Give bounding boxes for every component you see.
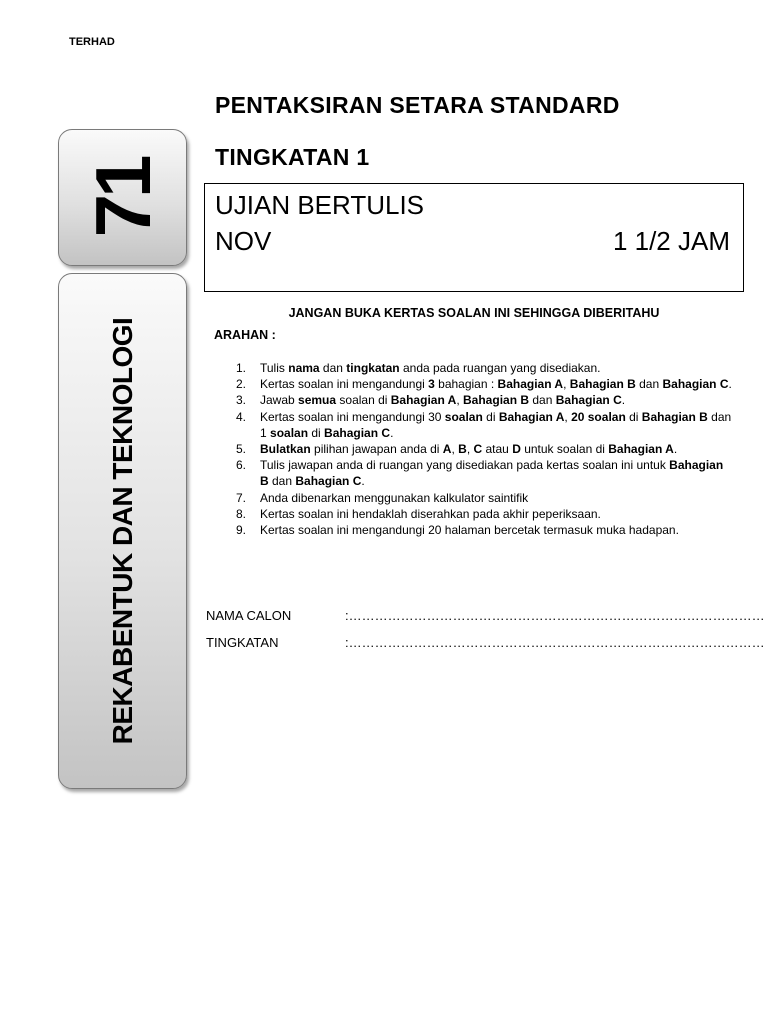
instruction-text: , [456,393,464,408]
instruction-item [236,522,732,538]
exam-title: PENTAKSIRAN SETARA STANDARD [215,92,620,118]
instruction-emphasis: 20 soalan [571,409,626,424]
instruction-emphasis: D [512,442,521,457]
instruction-text: anda pada ruangan yang disediakan. [399,361,601,375]
instruction-item [236,392,732,408]
instruction-item [236,490,732,506]
candidate-form-field[interactable]: :…………………………………………………………………………………… [345,635,765,650]
candidate-name-label: NAMA CALON [206,608,292,623]
instructions-list [236,360,732,538]
instruction-emphasis: soalan [270,425,309,440]
paper-code: 71 [78,158,167,237]
instruction-item [236,409,732,441]
instruction-text: dan [529,393,556,408]
instruction-emphasis: Bahagian C [324,425,391,440]
candidate-name-field[interactable]: :…………………………………………………………………………………… [345,608,765,623]
instruction-item [236,441,732,457]
instruction-text: . [728,377,732,392]
instruction-emphasis: Bahagian B [463,393,530,408]
instruction-number: 4. [236,409,247,424]
candidate-form-label: TINGKATAN [206,635,279,650]
instruction-text: soalan di [336,393,391,408]
instruction-item [236,457,732,489]
instruction-text: dan [635,377,663,392]
instruction-text: di [308,425,325,440]
classification-label: TERHAD [69,36,115,48]
instruction-item [236,376,732,392]
instruction-text: Kertas soalan ini hendaklah diserahkan pada akhir peperiksaan. [260,506,601,521]
instruction-emphasis: nama [288,361,320,375]
subject-name: REKABENTUK DAN TEKNOLOGI [106,317,138,745]
instruction-emphasis: Bahagian B [641,409,708,424]
instruction-text: Kertas soalan ini mengandungi [260,377,429,392]
subject-tab [58,273,187,789]
instruction-emphasis: 3 [428,377,435,392]
instruction-text: pilihan jawapan anda di [310,442,443,457]
instruction-number: 8. [236,506,247,521]
instruction-text: atau [482,442,513,457]
instruction-number: 6. [236,458,247,473]
exam-info-box [204,183,744,292]
instruction-emphasis: semua [298,393,337,408]
exam-type: UJIAN BERTULIS [215,190,425,220]
do-not-open-warning: JANGAN BUKA KERTAS SOALAN INI SEHINGGA DIBERITAHU [288,306,660,320]
instruction-emphasis: Bahagian B [260,458,724,489]
instruction-text: Kertas soalan ini mengandungi 30 [260,409,445,424]
instruction-number: 3. [236,393,247,408]
instruction-text: Anda dibenarkan menggunakan kalkulator saintifik [260,490,529,505]
instruction-text: dan [268,474,296,489]
instruction-emphasis: Bahagian C [662,377,729,392]
instruction-text: , [451,442,459,457]
instruction-emphasis: tingkatan [346,361,400,375]
instruction-text: Kertas soalan ini mengandungi 20 halaman bercetak termasuk muka hadapan. [260,523,679,538]
instruction-text: , [563,377,570,392]
instruction-emphasis: Bahagian A [390,393,457,408]
instruction-emphasis: Bahagian A [498,409,565,424]
paper-code-tab [58,129,187,266]
instruction-emphasis: C [473,442,483,457]
instruction-item [236,506,732,522]
instruction-text: Jawab [260,393,299,408]
instruction-text: dan 1 [260,409,732,440]
instruction-emphasis: A [442,442,452,457]
instruction-text: untuk soalan di [520,442,609,457]
exam-duration: 1 1/2 JAM [612,226,730,256]
instruction-emphasis: B [458,442,467,457]
instruction-text: Tulis jawapan anda di ruangan yang disediakan pada kertas soalan ini untuk [260,458,670,473]
instruction-number: 7. [236,490,247,505]
instruction-text: , [564,409,572,424]
instruction-text: Tulis [260,361,289,375]
instruction-text: bahagian : [434,377,498,392]
form-level-title: TINGKATAN 1 [215,144,370,170]
instruction-text: . [621,393,626,408]
instruction-text: di [482,409,499,424]
instruction-emphasis: soalan [444,409,483,424]
instruction-text: , [466,442,474,457]
instruction-text: dan [319,361,347,375]
instruction-emphasis: Bahagian A [608,442,674,457]
instruction-emphasis: Bahagian C [555,393,622,408]
instruction-emphasis: Bulatkan [260,442,311,457]
instructions-heading: ARAHAN : [214,328,276,342]
instruction-text: di [625,409,642,424]
instruction-emphasis: Bahagian B [569,377,636,392]
instruction-number: 5. [236,442,247,457]
instruction-text: . [673,442,678,457]
instruction-emphasis: Bahagian C [295,474,362,489]
instruction-item [236,360,732,376]
instruction-number: 9. [236,523,247,538]
instruction-emphasis: Bahagian A [497,377,564,392]
instruction-text: . [361,474,365,489]
instruction-number: 1. [236,361,247,375]
instruction-number: 2. [236,377,247,392]
instruction-text: . [390,425,394,440]
exam-session: NOV [215,226,272,256]
